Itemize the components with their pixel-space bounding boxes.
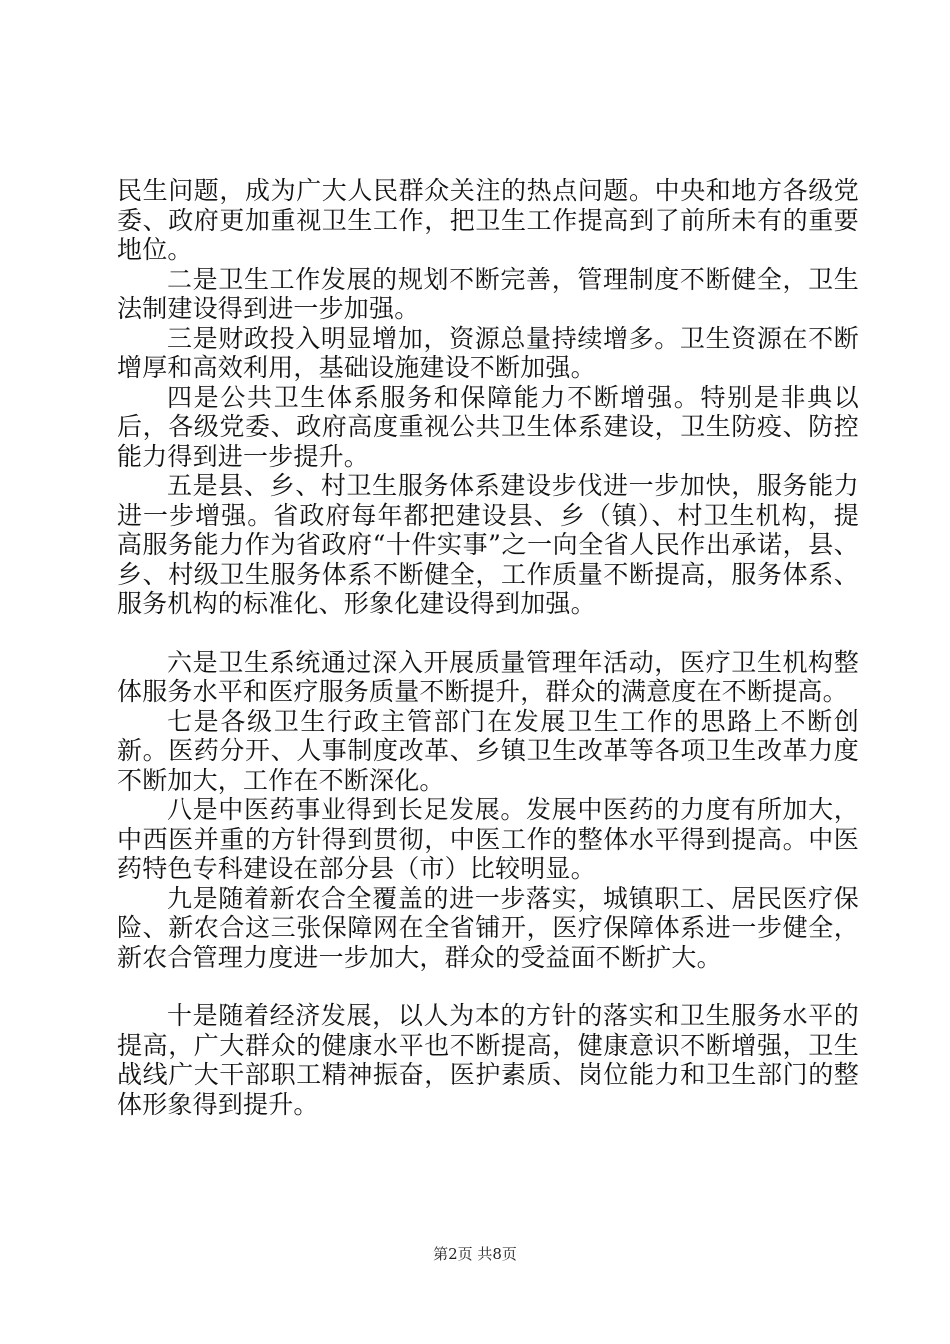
paragraph-point-7: 七是各级卫生行政主管部门在发展卫生工作的思路上不断创新。医药分开、人事制度改革、乡镇卫生改革等各项卫生改革力度不断加大，工作在不断深化。 — [117, 706, 859, 795]
paragraph-point-2: 二是卫生工作发展的规划不断完善，管理制度不断健全，卫生法制建设得到进一步加强。 — [117, 264, 859, 323]
paragraph-point-10: 十是随着经济发展，以人为本的方针的落实和卫生服务水平的提高，广大群众的健康水平也不断提高，健康意识不断增强，卫生战线广大干部职工精神振奋，医护素质、岗位能力和卫生部门的整体形象得到提升。 — [117, 1001, 859, 1119]
paragraph-point-4: 四是公共卫生体系服务和保障能力不断增强。特别是非典以后，各级党委、政府高度重视公共卫生体系建设，卫生防疫、防控能力得到进一步提升。 — [117, 382, 859, 471]
paragraph-point-9: 九是随着新农合全覆盖的进一步落实，城镇职工、居民医疗保险、新农合这三张保障网在全省铺开，医疗保障体系进一步健全，新农合管理力度进一步加大，群众的受益面不断扩大。 — [117, 883, 859, 972]
document-body — [117, 176, 859, 1119]
paragraph-continuation: 民生问题，成为广大人民群众关注的热点问题。中央和地方各级党委、政府更加重视卫生工作，把卫生工作提高到了前所未有的重要地位。 — [117, 176, 859, 264]
page-number-footer: 第2页 共8页 — [433, 1245, 517, 1263]
paragraph-point-5: 五是县、乡、村卫生服务体系建设步伐进一步加快，服务能力进一步增强。省政府每年都把建设县、乡（镇）、村卫生机构，提高服务能力作为省政府“十件实事”之一向全省人民作出承诺，县、乡、村级卫生服务体系不断健全，工作质量不断提高，服务体系、服务机构的标准化、形象化建设得到加强。 — [117, 471, 859, 618]
paragraph-point-6: 六是卫生系统通过深入开展质量管理年活动，医疗卫生机构整体服务水平和医疗服务质量不断提升，群众的满意度在不断提高。 — [117, 647, 859, 706]
paragraph-point-8: 八是中医药事业得到长足发展。发展中医药的力度有所加大，中西医并重的方针得到贯彻，中医工作的整体水平得到提高。中医药特色专科建设在部分县（市）比较明显。 — [117, 795, 859, 883]
paragraph-point-3: 三是财政投入明显增加，资源总量持续增多。卫生资源在不断增厚和高效利用，基础设施建设不断加强。 — [117, 323, 859, 382]
